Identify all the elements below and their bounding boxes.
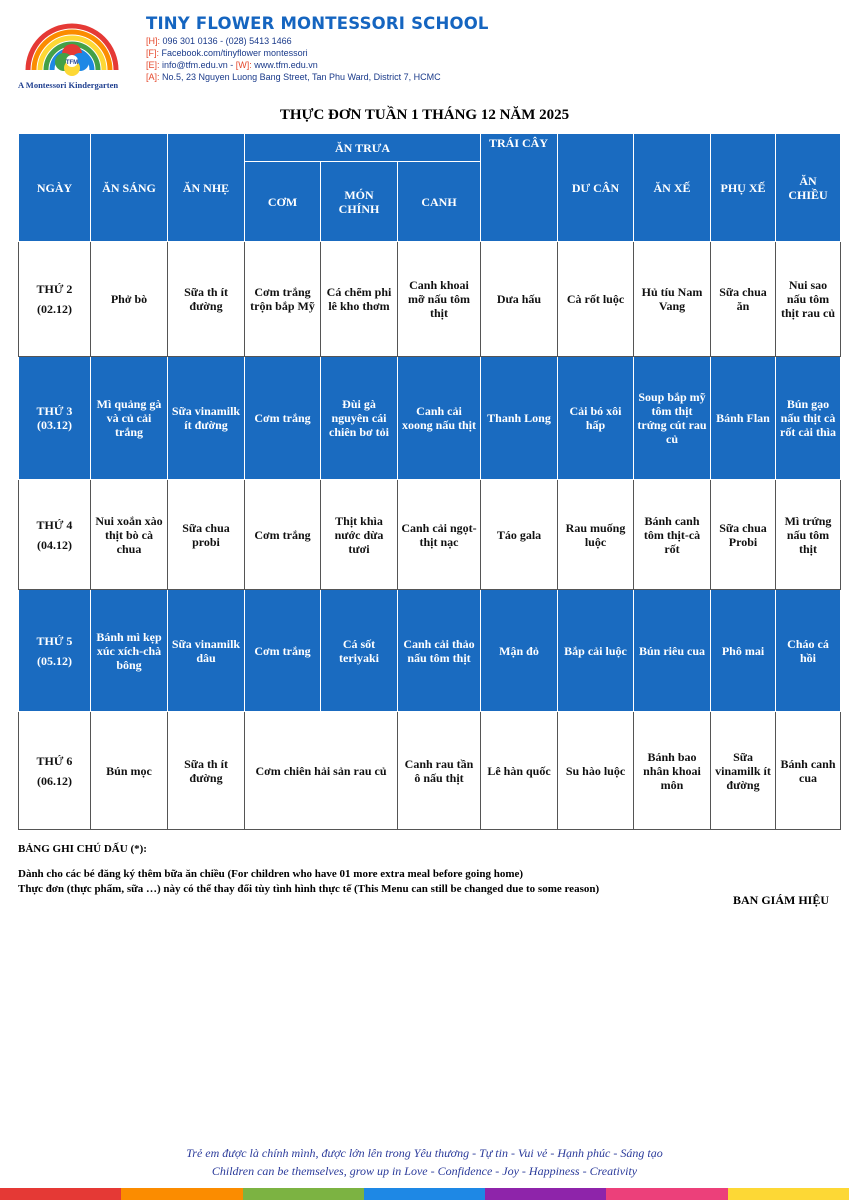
- supplement-cell: Cải bó xôi hấp: [558, 357, 634, 480]
- snack-cell: Sữa chua probi: [168, 480, 245, 590]
- table-row: [19, 357, 841, 480]
- footer-slogan: [0, 1144, 849, 1180]
- table-row: [19, 242, 841, 357]
- snack-cell: Sữa vinamilk ít đường: [168, 357, 245, 480]
- main-cell: Cá sốt teriyaki: [321, 590, 398, 712]
- breakfast-cell: Phở bò: [91, 242, 168, 357]
- day-cell: THỨ 2 (02.12): [19, 242, 91, 357]
- afternoon-side-cell: Phô mai: [711, 590, 776, 712]
- strip-segment: [485, 1188, 606, 1200]
- snack-cell: Sữa vinamilk dâu: [168, 590, 245, 712]
- header-snack: ĂN NHẸ: [168, 134, 245, 242]
- school-logo: [14, 14, 132, 92]
- afternoon-cell: Hủ tíu Nam Vang: [634, 242, 711, 357]
- dinner-cell: Mì trứng nấu tôm thịt: [776, 480, 841, 590]
- rice-cell: Cơm trắng trộn bắp Mỹ: [245, 242, 321, 357]
- header-day: NGÀY: [19, 134, 91, 242]
- afternoon-side-cell: Sữa chua Probi: [711, 480, 776, 590]
- signature: BAN GIÁM HIỆU: [732, 893, 829, 907]
- footer-vi: Trẻ em được là chính mình, được lớn lên trong Yêu thương - Tự tin - Vui vẻ - Hạnh phúc - Sáng tạo: [186, 1146, 663, 1160]
- header-afternoon-side: PHỤ XẾ: [711, 134, 776, 242]
- strip-segment: [728, 1188, 849, 1200]
- snack-cell: Sữa th ít đường: [168, 712, 245, 830]
- table-row: [19, 590, 841, 712]
- day-cell: THỨ 5 (05.12): [19, 590, 91, 712]
- notes-title: BẢNG GHI CHÚ DẤU (*):: [18, 843, 147, 855]
- header-main: MÓN CHÍNH: [321, 162, 398, 242]
- afternoon-cell: Bánh bao nhân khoai môn: [634, 712, 711, 830]
- strip-segment: [606, 1188, 727, 1200]
- dinner-cell: Nui sao nấu tôm thịt rau củ: [776, 242, 841, 357]
- header-fruit: TRÁI CÂY: [481, 134, 558, 242]
- strip-segment: [364, 1188, 485, 1200]
- notes-block: [18, 842, 830, 897]
- afternoon-cell: Bún riêu cua: [634, 590, 711, 712]
- notes-line: Thực đơn (thực phẩm, sữa …) này có thể thay đổi tùy tình hình thực tế (This Menu can still be changed due to some reason): [18, 883, 600, 895]
- contact-address: [A]: No.5, 23 Nguyen Luong Bang Street, Tan Phu Ward, District 7, HCMC: [146, 72, 441, 82]
- rice-cell: Cơm trắng: [245, 480, 321, 590]
- breakfast-cell: Bánh mì kẹp xúc xích-chà bông: [91, 590, 168, 712]
- soup-cell: Canh cải ngọt- thịt nạc: [398, 480, 481, 590]
- afternoon-side-cell: Sữa chua ăn: [711, 242, 776, 357]
- breakfast-cell: Nui xoắn xào thịt bò cà chua: [91, 480, 168, 590]
- afternoon-cell: Bánh canh tôm thịt-cà rốt: [634, 480, 711, 590]
- school-name: TINY FLOWER MONTESSORI SCHOOL: [146, 14, 489, 33]
- contact-facebook: [F]: Facebook.com/tinyflower montessori: [146, 48, 308, 58]
- fruit-cell: Lê hàn quốc: [481, 712, 558, 830]
- header-soup: CANH: [398, 162, 481, 242]
- fruit-cell: Dưa hấu: [481, 242, 558, 357]
- afternoon-side-cell: Sữa vinamilk ít đường: [711, 712, 776, 830]
- logo-center-text: TFM: [65, 60, 79, 66]
- rice-main-cell: Cơm chiên hải sản rau củ: [245, 712, 398, 830]
- page-title: THỰC ĐƠN TUẦN 1 THÁNG 12 NĂM 2025: [279, 107, 570, 123]
- strip-segment: [0, 1188, 121, 1200]
- logo-caption: A Montessori Kindergarten: [18, 80, 119, 90]
- main-cell: Cá chẽm phi lê kho thơm: [321, 242, 398, 357]
- header-dinner: ĂN CHIỀU: [776, 134, 841, 242]
- fruit-cell: Mận đỏ: [481, 590, 558, 712]
- fruit-cell: Táo gala: [481, 480, 558, 590]
- dinner-cell: Cháo cá hồi: [776, 590, 841, 712]
- main-cell: Đùi gà nguyên cái chiên bơ tỏi: [321, 357, 398, 480]
- soup-cell: Canh khoai mỡ nấu tôm thịt: [398, 242, 481, 357]
- rice-cell: Cơm trắng: [245, 590, 321, 712]
- soup-cell: Canh cải thảo nấu tôm thịt: [398, 590, 481, 712]
- dinner-cell: Bánh canh cua: [776, 712, 841, 830]
- notes-line: Dành cho các bé đăng ký thêm bữa ăn chiều (For children who have 01 more extra meal before going home): [18, 868, 524, 880]
- contact-phone: [H]: 096 301 0136 - (028) 5413 1466: [146, 36, 292, 46]
- school-info: [146, 14, 489, 83]
- soup-cell: Canh cải xoong nấu thịt: [398, 357, 481, 480]
- strip-segment: [121, 1188, 242, 1200]
- school-header: [14, 14, 834, 94]
- header-rice: CƠM: [245, 162, 321, 242]
- menu-table: [18, 133, 841, 830]
- rice-cell: Cơm trắng: [245, 357, 321, 480]
- header-afternoon: ĂN XẾ: [634, 134, 711, 242]
- supplement-cell: Cà rốt luộc: [558, 242, 634, 357]
- strip-segment: [243, 1188, 364, 1200]
- contact-block: [146, 35, 489, 83]
- day-cell: THỨ 6 (06.12): [19, 712, 91, 830]
- afternoon-side-cell: Bánh Flan: [711, 357, 776, 480]
- afternoon-cell: Soup bắp mỹ tôm thịt trứng cút rau củ: [634, 357, 711, 480]
- supplement-cell: Bắp cải luộc: [558, 590, 634, 712]
- day-cell: THỨ 4 (04.12): [19, 480, 91, 590]
- color-strip: [0, 1188, 849, 1200]
- contact-email-web: [E]: info@tfm.edu.vn - [W]: www.tfm.edu.vn: [146, 60, 318, 70]
- fruit-cell: Thanh Long: [481, 357, 558, 480]
- table-row: [19, 712, 841, 830]
- snack-cell: Sữa th ít đường: [168, 242, 245, 357]
- supplement-cell: Rau muống luộc: [558, 480, 634, 590]
- supplement-cell: Su hào luộc: [558, 712, 634, 830]
- breakfast-cell: Bún mọc: [91, 712, 168, 830]
- soup-cell: Canh rau tần ô nấu thịt: [398, 712, 481, 830]
- day-cell: THỨ 3 (03.12): [19, 357, 91, 480]
- header-lunch: ĂN TRƯA: [245, 134, 481, 162]
- footer-en: Children can be themselves, grow up in Love - Confidence - Joy - Happiness - Creativity: [211, 1164, 638, 1178]
- breakfast-cell: Mì quảng gà và củ cải trắng: [91, 357, 168, 480]
- header-supplement: DƯ CÂN: [558, 134, 634, 242]
- main-cell: Thịt khìa nước dừa tươi: [321, 480, 398, 590]
- header-breakfast: ĂN SÁNG: [91, 134, 168, 242]
- table-row: [19, 480, 841, 590]
- dinner-cell: Bún gạo nấu thịt cà rốt cải thìa: [776, 357, 841, 480]
- table-header-row: [19, 134, 841, 162]
